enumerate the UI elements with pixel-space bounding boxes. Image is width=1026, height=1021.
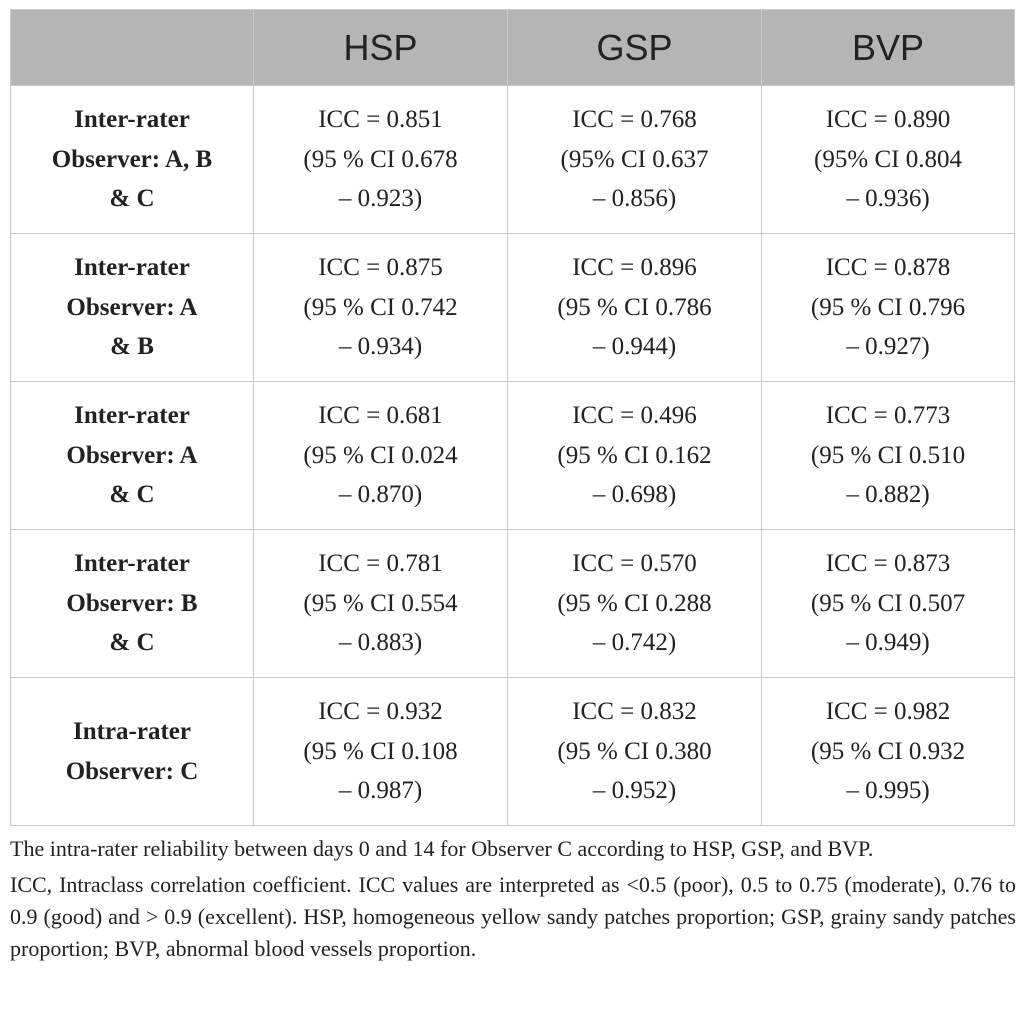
ci-lower: (95 % CI 0.024: [303, 441, 458, 469]
icc-value: ICC = 0.570: [572, 550, 697, 578]
cell-hsp: [254, 86, 508, 234]
cell-gsp: [508, 86, 762, 234]
table-row: [11, 678, 1015, 826]
icc-value: ICC = 0.875: [318, 254, 443, 282]
ci-upper: – 0.882): [846, 481, 930, 509]
row-label-line: & C: [109, 185, 155, 213]
row-label: [11, 530, 254, 678]
ci-upper: – 0.870): [338, 481, 423, 509]
icc-value: ICC = 0.896: [572, 254, 697, 282]
cell-hsp: [254, 234, 508, 382]
row-label-line: Inter-rater: [74, 402, 190, 430]
header-empty: [11, 10, 254, 86]
ci-lower: (95 % CI 0.162: [557, 441, 712, 469]
row-label-line: & B: [110, 333, 154, 361]
row-label-line: Observer: A: [66, 441, 198, 469]
table-body: [11, 86, 1015, 826]
ci-lower: (95 % CI 0.510: [810, 441, 966, 469]
table-row: [11, 86, 1015, 234]
ci-lower: (95 % CI 0.108: [303, 737, 458, 765]
row-label-line: & C: [109, 481, 155, 509]
icc-value: ICC = 0.496: [572, 402, 697, 430]
icc-value: ICC = 0.851: [318, 106, 443, 134]
header-hsp: HSP: [254, 10, 508, 86]
row-label-line: & C: [109, 629, 155, 657]
ci-upper: – 0.934): [338, 333, 423, 361]
icc-value: ICC = 0.873: [825, 550, 951, 578]
icc-value: ICC = 0.932: [318, 698, 443, 726]
row-label-line: Observer: B: [66, 589, 198, 617]
table-row: [11, 530, 1015, 678]
cell-bvp: [762, 530, 1015, 678]
ci-lower: (95 % CI 0.380: [557, 737, 712, 765]
ci-lower: (95 % CI 0.796: [810, 293, 966, 321]
ci-lower: (95 % CI 0.507: [810, 589, 966, 617]
ci-upper: – 0.856): [592, 185, 677, 213]
row-label-line: Inter-rater: [74, 550, 190, 578]
ci-lower: (95 % CI 0.554: [303, 589, 458, 617]
ci-upper: – 0.944): [592, 333, 677, 361]
ci-upper: – 0.698): [592, 481, 677, 509]
table-row: [11, 234, 1015, 382]
row-label-line: Intra-rater: [73, 718, 191, 745]
cell-hsp: [254, 530, 508, 678]
row-label: [11, 234, 254, 382]
icc-value: ICC = 0.878: [825, 254, 951, 282]
row-label: [11, 678, 254, 826]
row-label-line: Observer: C: [65, 757, 199, 785]
icc-value: ICC = 0.773: [825, 402, 951, 430]
cell-gsp: [508, 678, 762, 826]
ci-upper: – 0.923): [338, 185, 423, 213]
cell-bvp: [762, 86, 1015, 234]
icc-value: ICC = 0.681: [318, 402, 443, 430]
header-row: [11, 10, 1015, 86]
icc-table: [10, 9, 1015, 826]
ci-upper: – 0.883): [338, 629, 423, 657]
cell-hsp: [254, 678, 508, 826]
row-label-line: Inter-rater: [74, 106, 190, 134]
footnote-intra-rater: The intra-rater reliability between days 0 and 14 for Observer C according to HSP, GSP, and BVP.: [10, 836, 874, 861]
ci-upper: – 0.949): [846, 629, 930, 657]
cell-bvp: [762, 234, 1015, 382]
row-label-line: Observer: A, B: [51, 145, 213, 173]
table-footnotes: [10, 833, 1016, 969]
ci-upper: – 0.927): [846, 333, 930, 361]
icc-value: ICC = 0.768: [572, 106, 697, 134]
header-bvp: BVP: [762, 10, 1015, 86]
ci-lower: (95 % CI 0.678: [303, 145, 458, 173]
ci-lower: (95 % CI 0.742: [303, 293, 458, 321]
cell-bvp: [762, 382, 1015, 530]
icc-value: ICC = 0.982: [825, 698, 951, 726]
ci-upper: – 0.952): [592, 777, 677, 805]
ci-upper: – 0.936): [846, 185, 930, 213]
row-label: [11, 382, 254, 530]
icc-table-container: [10, 9, 1014, 826]
cell-gsp: [508, 530, 762, 678]
footnote-abbreviations: ICC, Intraclass correlation coefficient. ICC values are interpreted as <0.5 (poor), 0.5 to 0.75 (moderate), 0.76 to 0.9 (good) and > 0.9 (excellent). HSP, homogeneous yellow sandy patches proportion; GSP, grainy sandy patches proportion; BVP, abnormal blood vessels proportion.: [10, 872, 1016, 961]
ci-lower: (95 % CI 0.288: [557, 589, 712, 617]
ci-upper: – 0.995): [846, 777, 930, 805]
table-row: [11, 382, 1015, 530]
cell-gsp: [508, 382, 762, 530]
ci-lower: (95 % CI 0.932: [810, 737, 966, 765]
row-label: [11, 86, 254, 234]
ci-upper: – 0.742): [592, 629, 677, 657]
cell-bvp: [762, 678, 1015, 826]
table-header: [11, 10, 1015, 86]
icc-value: ICC = 0.781: [318, 550, 443, 578]
header-gsp: GSP: [508, 10, 762, 86]
row-label-line: Inter-rater: [74, 254, 190, 282]
ci-lower: (95% CI 0.637: [560, 145, 709, 173]
ci-lower: (95% CI 0.804: [814, 145, 962, 173]
ci-upper: – 0.987): [338, 777, 423, 805]
cell-gsp: [508, 234, 762, 382]
icc-value: ICC = 0.890: [825, 106, 951, 134]
cell-hsp: [254, 382, 508, 530]
ci-lower: (95 % CI 0.786: [557, 293, 712, 321]
row-label-line: Observer: A: [66, 293, 198, 321]
icc-value: ICC = 0.832: [572, 698, 697, 726]
